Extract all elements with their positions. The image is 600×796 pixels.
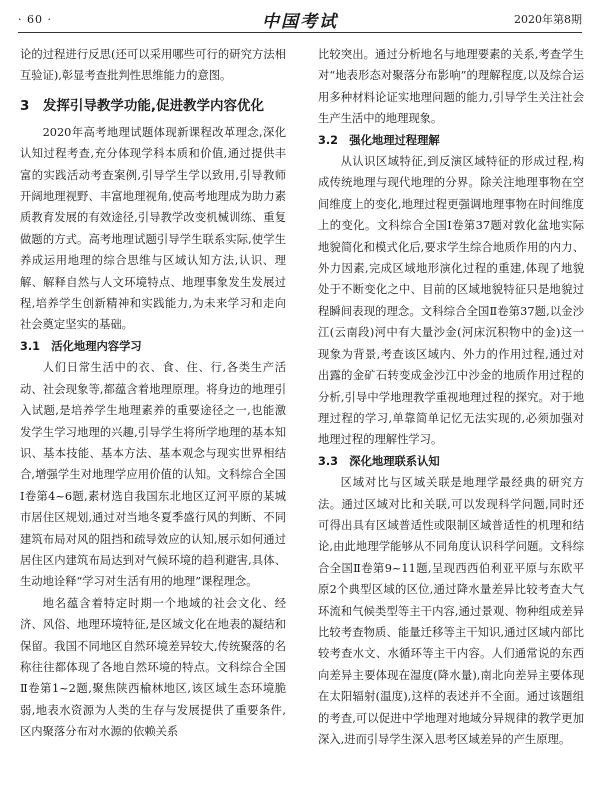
paragraph: 从认识区域特征,到反演区域特征的形成过程,构成传统地理与现代地理的分界。除关注地理事物在空间维度上的变化,地理过程更强调地理事物在时间维度上的变化。文科综合全国Ⅰ卷第37题对敦化盆地实际地貌简化和模式化后,要求学生综合地质作用的内力、外力因素,完成区域地形演化过程的重建,体现了地貌处于不断变化之中、目前的区域地貌特征只是地貌过程瞬间表现的理念。文科综合全国Ⅱ卷第37题,以金沙江(云南段)河中有大量沙金(河床沉积物中的金)这一现象为背景,考查该区域内、外力的作用过程,通过对出露的金矿石转变成金沙江中沙金的地质作用过程的分析,引导中学地理教学重视地理过程的探究。对于地理过程的学习,单靠简单记忆无法实现的,必须加强对地理过程的理解性学习。 <box>318 155 584 447</box>
paragraph: 比较突出。通过分析地名与地理要素的关系,考查学生对“地表形态对聚落分布影响”的理解程度,以及综合运用多种材料论证实地理问题的能力,引导学生关注社会生产生活中的地理现象。 <box>318 48 584 126</box>
paragraph: 论的过程进行反思(还可以采用哪些可行的研究方法相互验证),彰显考查批判性思维能力的意图。 <box>20 48 286 83</box>
issue-label: 2020年第8期 <box>514 13 582 26</box>
paragraph: 地名蕴含着特定时期一个地域的社会文化、经济、风俗、地理环境特征,是区域文化在地表的凝结和保留。我国不同地区自然环境差异较大,传统聚落的名称往往都体现了各地自然环境的特点。文科综合全国Ⅱ卷第1~2题,聚焦陕西榆林地区,该区域生态环境脆弱,地表水资源为人类的生存与发展提供了重要条件,区内聚落分布对水源的依赖关系 <box>20 596 286 739</box>
page-number: · 60 · <box>18 12 52 26</box>
paragraph: 2020年高考地理试题体现新课程改革理念,深化认知过程考查,充分体现学科本质和价值,通过提供丰富的实践活动考查案例,引导学生学以致用,引导教师开阔地理视野、丰富地理视角,使高考地理成为助力素质教育发展的有效途径,引导教学改变机械训练、重复做题的方式。高考地理试题引导学生联系实际,使学生养成运用地理的综合思维与区域认知方法,认识、理解、解释自然与人文环境特点、地理事象发生发展过程,培养学生创新精神和实践能力,为未来学习和走向社会奠定坚实的基础。 <box>20 125 286 332</box>
right-column <box>318 44 584 750</box>
journal-title: 中国考试 <box>262 11 338 32</box>
subsection-heading: 3.1 活化地理内容学习 <box>20 339 142 353</box>
left-column <box>20 44 286 743</box>
page-header <box>18 6 582 33</box>
paragraph: 区域对比与区域关联是地理学最经典的研究方法。通过区域对比和关联,可以发现科学问题,同时还可得出具有区域普适性或限制区域普适性的机理和结论,由此地理学能够从不同角度认识科学问题。文科综合全国Ⅱ卷第9~11题,呈现西西伯利亚平原与东欧平原2个典型区域的区位,通过降水量差异比较考查大气环流和气候类型等主干内容,通过景观、物种组成差异比较考查物质、能量迁移等主干知识,通过区域内部比较考查水文、水循环等主干内容。人们通常说的东西向差异主要体现在湿度(降水量),南北向差异主要体现在太阳辐射(温度),这样的表述并不全面。通过该题组的考查,可以促进中学地理对地域分异规律的教学更加深入,进而引导学生深入思考区域差异的产生原理。 <box>318 476 584 746</box>
section-heading: 3 发挥引导教学功能,促进教学内容优化 <box>20 97 265 114</box>
subsection-heading: 3.3 深化地理联系认知 <box>318 454 440 468</box>
subsection-heading: 3.2 强化地理过程理解 <box>318 133 440 147</box>
paragraph: 人们日常生活中的衣、食、住、行,各类生产活动、社会现象等,都蕴含着地理原理。将身边的地理引入试题,是培养学生地理素养的重要途径之一,也能激发学生学习地理的兴趣,引导学生将所学地理的基本知识、基本技能、基本方法、基本观念与现实世界相结合,增强学生对地理学应用价值的认知。文科综合全国Ⅰ卷第4~6题,素材选自我国东北地区辽河平原的某城市居住区规划,通过对当地冬夏季盛行风的判断、不同建筑布局对风的阻挡和疏导效应的认知,展示如何通过居住区内建筑布局达到对气候环境的趋利避害,具体、生动地诠释“学习对生活有用的地理”课程理念。 <box>20 361 286 589</box>
